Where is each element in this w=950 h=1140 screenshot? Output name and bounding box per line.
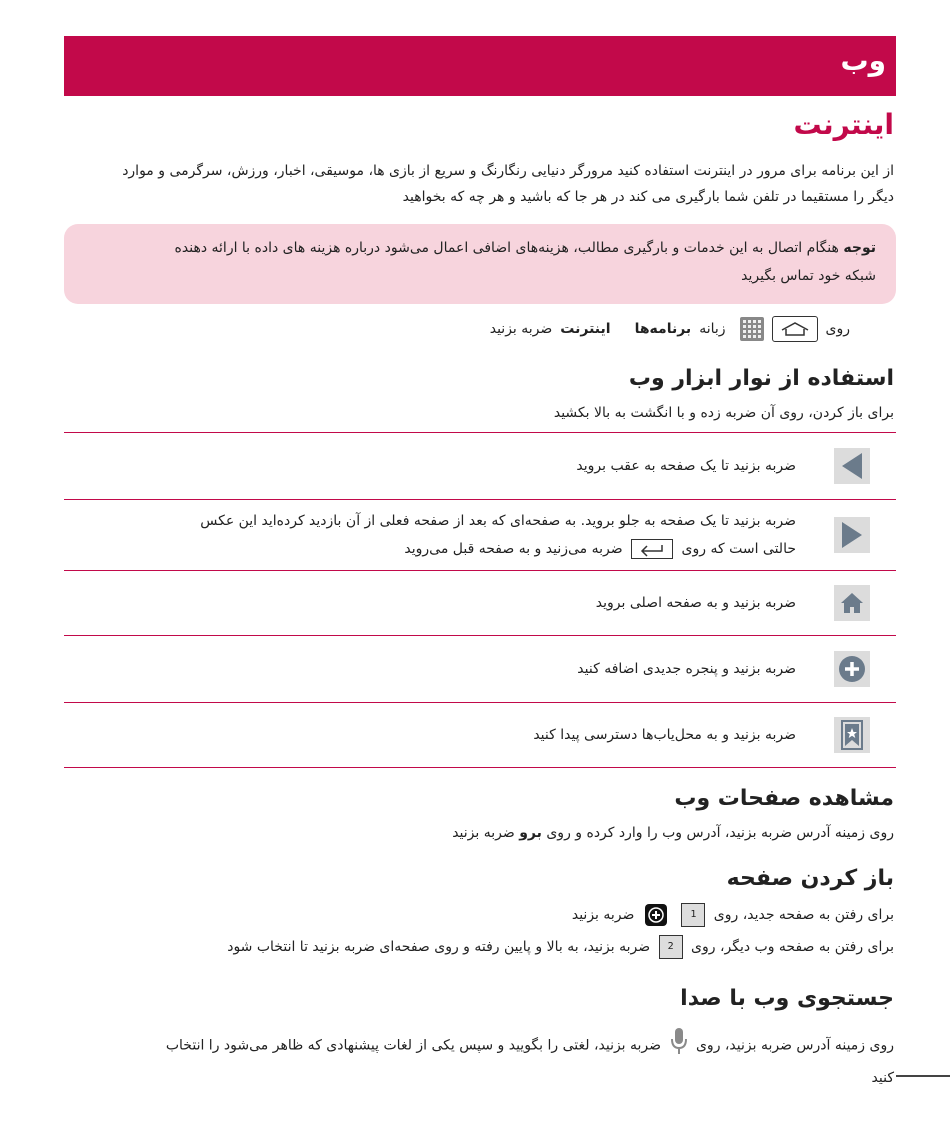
open-page-line2-a: برای رفتن به صفحه وب دیگر، روی xyxy=(691,939,894,955)
section-title-open-page: باز کردن صفحه xyxy=(726,866,894,891)
bookmark-icon xyxy=(834,717,870,753)
section-title-view: مشاهده صفحات وب xyxy=(674,786,894,811)
microphone-icon xyxy=(670,1026,688,1065)
open-page-line2 xyxy=(64,934,894,960)
open-page-line1-a: برای رفتن به صفحه جدید، روی xyxy=(713,907,894,923)
row-forward-text xyxy=(96,507,796,563)
voice-line1-a: روی زمینه آدرس ضربه بزنید، روی xyxy=(695,1037,894,1054)
voice-text xyxy=(64,1026,894,1091)
row-forward-line1: ضربه بزنید تا یک صفحه به جلو بروید. به صفحه‌ای که بعد از صفحه فعلی از آن بازدید کرده‌اید این عکس xyxy=(200,513,796,529)
add-window-icon xyxy=(834,651,870,687)
section-title-voice: جستجوی وب با صدا xyxy=(680,986,894,1011)
internet-intro xyxy=(64,158,894,210)
open-tab-text: زبانه xyxy=(699,321,726,337)
note-text-line2: شبکه خود تماس بگیرید xyxy=(741,268,876,284)
forward-arrow-icon xyxy=(834,517,870,553)
open-suffix: ضربه بزنید xyxy=(489,321,553,337)
view-text-b: ضربه بزنید xyxy=(452,825,515,841)
internet-intro-line2: دیگر را مستقیما در تلفن شما بارگیری می کند در هر جا که باشید و هر چه که بخواهید xyxy=(402,189,894,205)
view-text xyxy=(64,820,894,846)
row-forward-line2a: حالتی است که روی xyxy=(681,541,796,557)
table-row xyxy=(64,636,896,703)
table-row xyxy=(64,703,896,768)
home-icon xyxy=(834,585,870,621)
header-banner xyxy=(64,36,896,96)
row-bookmark-text: ضربه بزنید و به محل‌یاب‌ها دسترسی پیدا کنید xyxy=(533,727,796,743)
section-title-internet: اینترنت xyxy=(793,108,894,141)
window-2-icon: 2 xyxy=(659,935,683,959)
home-key-icon xyxy=(772,316,818,342)
apps-grid-icon xyxy=(740,317,764,341)
view-text-a: روی زمینه آدرس ضربه بزنید، آدرس وب را وارد کرده و روی xyxy=(546,825,894,841)
go-label: برو xyxy=(519,825,542,841)
toolbar-table xyxy=(64,432,896,768)
page-corner-divider xyxy=(896,1075,950,1077)
voice-line1-b: ضربه بزنید، لغتی را بگویید و سپس یکی از لغات پیشنهادی که ظاهر می‌شود را انتخاب xyxy=(165,1037,662,1054)
note-text-line1: هنگام اتصال به این خدمات و بارگیری مطالب، هزینه‌های اضافی اعمال می‌شود درباره هزینه های داده با ارائه دهنده xyxy=(174,240,839,256)
internet-label: اینترنت xyxy=(560,321,611,337)
toolbar-intro: برای باز کردن، روی آن ضربه زده و با انگشت به بالا بکشید xyxy=(553,405,894,421)
row-back-text: ضربه بزنید تا یک صفحه به عقب بروید xyxy=(576,458,796,474)
section-title-toolbar: استفاده از نوار ابزار وب xyxy=(628,366,894,391)
banner-title: وب xyxy=(840,44,886,77)
note-label: توجه xyxy=(843,240,876,256)
row-add-text: ضربه بزنید و پنجره جدیدی اضافه کنید xyxy=(577,661,796,677)
window-1-icon: 1 xyxy=(681,903,705,927)
back-arrow-icon xyxy=(834,448,870,484)
open-page-line2-b: ضربه بزنید، به بالا و پایین رفته و روی صفحه‌ای ضربه بزنید تا انتخاب شود xyxy=(227,939,651,955)
table-row xyxy=(64,571,896,636)
note-box xyxy=(64,224,896,304)
open-page-line1 xyxy=(64,902,894,928)
back-key-icon xyxy=(631,539,673,559)
row-home-text: ضربه بزنید و به صفحه اصلی بروید xyxy=(595,595,796,611)
open-prefix: روی xyxy=(825,321,850,337)
voice-line2: کنید xyxy=(871,1070,894,1086)
table-row xyxy=(64,433,896,500)
open-page-line1-b: ضربه بزنید xyxy=(571,907,635,923)
apps-label: برنامه‌ها xyxy=(634,321,692,337)
table-row xyxy=(64,500,896,571)
add-icon xyxy=(645,904,667,926)
open-instruction xyxy=(490,316,850,342)
row-forward-line2b: ضربه می‌زنید و به صفحه قبل می‌روید xyxy=(404,541,623,557)
internet-intro-line1: از این برنامه برای مرور در اینترنت استفاده کنید مرورگر دنیایی رنگارنگ و سریع از بازی ها، موسیقی، اخبار، ورزش، سرگرمی و موارد xyxy=(122,163,894,179)
